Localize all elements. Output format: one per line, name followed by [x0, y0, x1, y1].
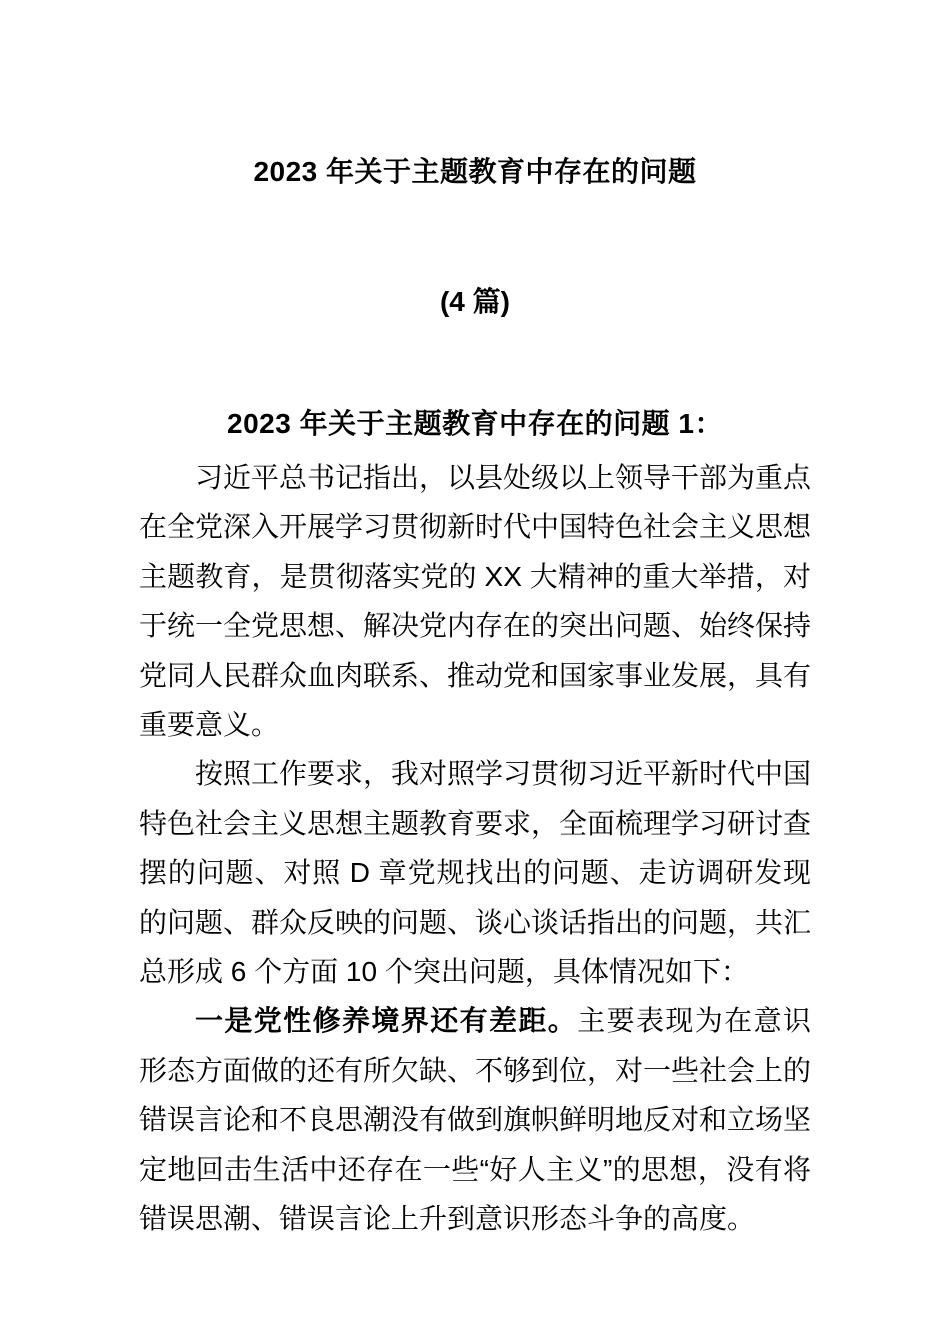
paragraph-3-text: 主要表现为在意识形态方面做的还有所欠缺、不够到位，对一些社会上的错误言论和不良思潮没有做到旗帜鲜明地反对和立场坚定地回击生活中还存在一些“好人主义”的思想，没有将错误思潮、错误言论上升到意识形态斗争的高度。	[139, 1005, 812, 1235]
document-title: 2023 年关于主题教育中存在的问题	[253, 156, 697, 187]
paragraph-1	[139, 453, 811, 749]
paragraph-3-lead: 一是党性修养境界还有差距。	[195, 1005, 578, 1037]
section-1-heading: 2023 年关于主题教育中存在的问题 1：	[227, 408, 723, 439]
paragraph-3	[139, 996, 811, 1243]
paragraph-1-text: 习近平总书记指出，以县处级以上领导干部为重点在全党深入开展学习贯彻新时代中国特色社会主义思想主题教育，是贯彻落实党的 XX 大精神的重大举措，对于统一全党思想、解决党内存在的突出问题、始终保持党同人民群众血肉联系、推动党和国家事业发展，具有重要意义。	[139, 462, 812, 741]
section-1-body	[139, 453, 811, 1244]
paragraph-2	[139, 749, 811, 996]
paragraph-2-text: 按照工作要求，我对照学习贯彻习近平新时代中国特色社会主义思想主题教育要求，全面梳理学习研讨查摆的问题、对照 D 章党规找出的问题、走访调研发现的问题、群众反映的问题、谈心谈话指出的问题，共汇总形成 6 个方面 10 个突出问题，具体情况如下：	[139, 758, 812, 988]
document-piece-count: (4 篇)	[439, 286, 510, 317]
